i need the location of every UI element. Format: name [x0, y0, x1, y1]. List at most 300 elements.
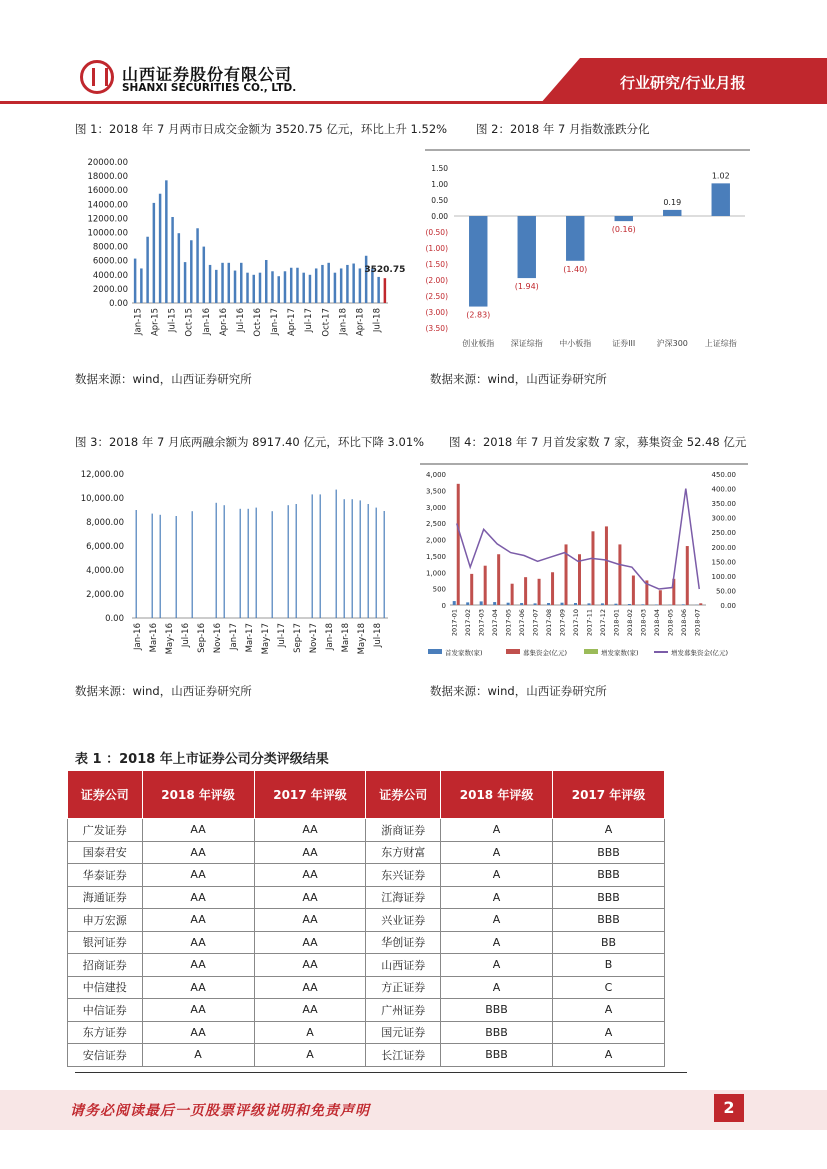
company-cell: 中信证券 — [68, 999, 143, 1022]
bar-funds — [457, 484, 460, 605]
y-tick-label: 0.00 — [109, 299, 128, 309]
bar — [346, 265, 348, 303]
x-tick-label: Oct-17 — [321, 308, 332, 337]
bar-ipo-count — [534, 603, 537, 605]
y-right-tick-label: 350.00 — [711, 500, 736, 509]
figure2-caption: 图 2：2018 年 7 月指数涨跌分化 — [476, 122, 650, 136]
bar — [184, 262, 186, 303]
company-cell: 海通证券 — [68, 886, 143, 909]
rating-cell: A — [441, 954, 553, 977]
bar-funds — [497, 554, 500, 605]
bar — [209, 265, 211, 303]
rating-table — [67, 770, 665, 1067]
rating-cell: A — [254, 1044, 366, 1067]
table-row — [68, 864, 665, 887]
rating-cell: A — [553, 1021, 665, 1044]
rating-cell: AA — [254, 841, 366, 864]
bar — [253, 275, 255, 303]
rating-cell: A — [441, 909, 553, 932]
bar — [384, 511, 385, 618]
category-label: 深证综指 — [510, 339, 543, 348]
legend-label: 募集资金(亿元) — [523, 649, 568, 657]
rating-cell: AA — [142, 976, 254, 999]
y-tick-label: 12000.00 — [87, 214, 128, 225]
x-tick-label: Apr-18 — [355, 308, 366, 337]
company-cell: 申万宏源 — [68, 909, 143, 932]
x-tick-label: 2017-05 — [504, 609, 513, 637]
x-tick-label: Jan-17 — [270, 308, 281, 335]
header-cell: 2018 年评级 — [441, 771, 553, 819]
table-row — [68, 1021, 665, 1044]
bar-funds — [686, 546, 689, 605]
data-label: 0.19 — [663, 197, 682, 207]
company-cell: 国泰君安 — [68, 841, 143, 864]
x-tick-label: Jan-15 — [133, 308, 144, 335]
rating-cell: AA — [254, 909, 366, 932]
company-cell: 浙商证券 — [366, 819, 441, 842]
company-cell: 招商证券 — [68, 954, 143, 977]
y-tick-label: 2000.00 — [92, 284, 128, 295]
x-tick-label: 2017-11 — [585, 609, 594, 637]
bar — [384, 278, 386, 303]
table-row — [68, 954, 665, 977]
bar — [334, 273, 336, 303]
chart-daily-turnover — [70, 148, 410, 363]
y-right-tick-label: 0.00 — [720, 602, 736, 610]
rating-cell: AA — [254, 819, 366, 842]
bar — [288, 505, 289, 618]
x-tick-label: Jul-16 — [235, 308, 246, 333]
legend-label: 增发家数(家) — [601, 649, 639, 657]
bar-ipo-count — [493, 602, 496, 605]
bar — [136, 510, 137, 618]
company-cell: 山西证券 — [366, 954, 441, 977]
category-label: 沪深300 — [656, 339, 688, 348]
x-tick-label: 2017-09 — [558, 609, 567, 637]
y-tick-label: 4000.00 — [92, 270, 128, 281]
table-row — [68, 1044, 665, 1067]
company-cell: 中信建投 — [68, 976, 143, 999]
x-tick-label: 2018-05 — [666, 609, 675, 637]
company-name-cn: 山西证券股份有限公司 — [122, 65, 293, 84]
figure3-source: 数据来源：wind，山西证券研究所 — [75, 684, 252, 698]
x-tick-label: Sep-17 — [293, 623, 303, 653]
x-tick-label: Nov-17 — [309, 623, 319, 654]
y-right-tick-label: 50.00 — [715, 587, 736, 596]
y-left-tick-label: 4,000 — [425, 471, 446, 479]
bar — [221, 263, 223, 303]
rating-cell: AA — [254, 886, 366, 909]
x-tick-label: 2017-03 — [477, 609, 486, 637]
x-tick-label: Mar-17 — [245, 623, 255, 653]
y-tick-label: 0.50 — [431, 196, 448, 205]
x-tick-label: 2018-06 — [679, 609, 688, 637]
figure3-caption: 图 3：2018 年 7 月底两融余额为 8917.40 亿元，环比下降 3.01% — [75, 435, 425, 449]
y-tick-label: 0.00 — [431, 212, 448, 221]
bar — [340, 268, 342, 303]
bar — [216, 503, 217, 618]
x-tick-label: Jul-17 — [304, 308, 315, 333]
figure2-source: 数据来源：wind，山西证券研究所 — [430, 372, 607, 386]
company-logo — [80, 60, 114, 94]
bar — [377, 277, 379, 303]
bar — [290, 268, 292, 303]
bar — [615, 216, 633, 221]
y-tick-label: 8000.00 — [92, 242, 128, 253]
bar-funds — [659, 590, 662, 605]
rating-cell: AA — [254, 954, 366, 977]
x-tick-label: Mar-18 — [341, 623, 351, 653]
y-left-tick-label: 1,000 — [425, 569, 446, 578]
bar — [271, 271, 273, 303]
y-tick-label: 12,000.00 — [80, 470, 124, 480]
bar — [240, 263, 242, 303]
bar — [327, 263, 329, 303]
header-cell: 2017 年评级 — [254, 771, 366, 819]
bar — [192, 511, 193, 618]
company-cell: 安信证券 — [68, 1044, 143, 1067]
header-rule — [0, 101, 827, 104]
x-tick-label: Oct-16 — [253, 308, 263, 337]
legend-swatch — [506, 649, 520, 654]
bar — [302, 273, 304, 303]
bar — [240, 509, 241, 618]
bar — [352, 499, 353, 618]
company-cell: 长江证券 — [366, 1044, 441, 1067]
rating-cell: AA — [254, 864, 366, 887]
header-cell: 2017 年评级 — [553, 771, 665, 819]
table-header-row — [68, 771, 665, 819]
rating-cell: AA — [142, 931, 254, 954]
bar — [171, 217, 173, 303]
table-row — [68, 841, 665, 864]
y-left-tick-label: 3,000 — [425, 503, 446, 512]
y-tick-label: 10000.00 — [87, 228, 128, 239]
legend-swatch — [428, 649, 442, 654]
company-cell: 华创证券 — [366, 931, 441, 954]
bar — [321, 265, 323, 303]
y-right-tick-label: 300.00 — [711, 514, 736, 523]
chart-margin-balance — [70, 460, 410, 660]
bar-ipo-count — [682, 604, 685, 605]
x-tick-label: 2018-03 — [639, 609, 648, 637]
y-right-tick-label: 100.00 — [711, 572, 736, 581]
rating-cell: A — [441, 864, 553, 887]
chart-ipo-count-funds — [418, 462, 753, 662]
bar — [234, 271, 236, 303]
bar — [203, 247, 205, 303]
y-right-tick-label: 150.00 — [711, 558, 736, 567]
x-tick-label: 2017-10 — [572, 609, 580, 637]
bar — [284, 271, 286, 303]
category-label: 中小板指 — [559, 339, 592, 348]
y-tick-label: 16000.00 — [87, 186, 128, 197]
y-right-tick-label: 250.00 — [711, 529, 736, 538]
bar — [215, 270, 217, 303]
rating-cell: A — [441, 931, 553, 954]
x-tick-label: Apr-16 — [218, 308, 229, 337]
table-row — [68, 976, 665, 999]
x-tick-label: Jul-17 — [277, 623, 287, 648]
bar — [153, 203, 155, 303]
x-tick-label: 2018-04 — [652, 609, 661, 637]
bar — [368, 504, 369, 618]
category-label: 创业板指 — [462, 339, 495, 348]
bar — [309, 275, 311, 303]
rating-cell: AA — [142, 886, 254, 909]
rating-cell: B — [553, 954, 665, 977]
bar — [265, 260, 267, 303]
rating-cell: AA — [142, 841, 254, 864]
company-cell: 华泰证券 — [68, 864, 143, 887]
y-tick-label: (3.50) — [425, 324, 448, 333]
y-tick-label: 2,000.00 — [86, 590, 124, 600]
rating-cell: AA — [254, 931, 366, 954]
y-left-tick-label: 2,500 — [425, 520, 446, 529]
legend-label: 增发募集资金(亿元) — [671, 649, 729, 657]
bar — [663, 210, 681, 216]
rating-cell: C — [553, 976, 665, 999]
bar — [277, 276, 279, 303]
bar-funds — [538, 579, 541, 605]
bottom-rule — [75, 1072, 687, 1073]
y-tick-label: (1.00) — [425, 244, 448, 253]
y-right-tick-label: 400.00 — [711, 485, 736, 494]
x-tick-label: Jan-18 — [338, 308, 349, 335]
bar — [178, 233, 180, 303]
bar — [296, 268, 298, 303]
y-tick-label: (2.50) — [425, 292, 448, 301]
bar — [165, 180, 167, 303]
rating-cell: AA — [142, 909, 254, 932]
x-tick-label: Sep-16 — [197, 623, 207, 653]
y-tick-label: (1.50) — [425, 260, 448, 269]
bar-funds — [470, 574, 473, 605]
x-tick-label: 2017-01 — [450, 609, 459, 637]
rating-cell: A — [254, 1021, 366, 1044]
bar — [352, 264, 354, 303]
company-name-en: SHANXI SECURITIES CO., LTD. — [122, 82, 297, 94]
x-tick-label: Jul-18 — [373, 623, 383, 648]
bar — [315, 268, 317, 303]
rating-cell: A — [553, 819, 665, 842]
bar-funds — [551, 572, 554, 605]
rating-cell: BB — [553, 931, 665, 954]
rating-cell: BBB — [553, 841, 665, 864]
y-tick-label: 10,000.00 — [80, 494, 124, 504]
bar — [224, 505, 225, 618]
bar-ipo-count — [574, 603, 577, 605]
data-label: (1.94) — [514, 282, 539, 292]
rating-cell: AA — [254, 999, 366, 1022]
x-tick-label: 2017-06 — [518, 609, 527, 637]
x-tick-label: May-16 — [165, 623, 175, 655]
bar — [712, 183, 730, 216]
data-label: 1.02 — [711, 171, 730, 181]
bar-ipo-count — [453, 601, 456, 605]
rating-cell: A — [441, 819, 553, 842]
bar — [259, 273, 261, 303]
y-tick-label: 14000.00 — [87, 200, 128, 211]
x-tick-label: 2017-02 — [464, 609, 473, 637]
x-tick-label: 2017-04 — [491, 609, 500, 637]
rating-cell: BBB — [553, 886, 665, 909]
bar-ipo-count — [641, 604, 644, 605]
page-number: 2 — [714, 1094, 744, 1122]
x-tick-label: May-17 — [261, 623, 271, 655]
bar-ipo-count — [547, 603, 550, 605]
y-tick-label: 1.50 — [431, 164, 448, 173]
category-label: 上证综指 — [704, 339, 737, 348]
bar — [134, 259, 136, 303]
x-tick-label: Jul-16 — [181, 623, 191, 648]
bar — [248, 509, 249, 618]
rating-cell: A — [553, 1044, 665, 1067]
company-cell: 东方证券 — [68, 1021, 143, 1044]
footer-disclaimer: 请务必阅读最后一页股票评级说明和免责声明 — [70, 1103, 370, 1119]
bar-funds — [591, 531, 594, 605]
y-tick-label: 6,000.00 — [86, 542, 124, 552]
table-row — [68, 909, 665, 932]
company-cell: 广州证券 — [366, 999, 441, 1022]
rating-cell: A — [441, 976, 553, 999]
bar — [336, 490, 337, 618]
x-tick-label: 2018-01 — [612, 609, 621, 637]
rating-cell: AA — [142, 999, 254, 1022]
bar — [272, 511, 273, 618]
rating-cell: BBB — [441, 999, 553, 1022]
rating-cell: AA — [142, 954, 254, 977]
chart-index-change — [420, 148, 755, 358]
bar — [190, 240, 192, 303]
bar — [376, 508, 377, 618]
y-tick-label: 0.00 — [105, 614, 124, 624]
table-title: 表 1 ：2018 年上市证券公司分类评级结果 — [75, 752, 329, 767]
y-tick-label: 20000.00 — [87, 158, 128, 168]
bar-funds — [484, 566, 487, 605]
x-tick-label: Jul-15 — [167, 308, 178, 333]
x-tick-label: 2018-07 — [693, 609, 702, 637]
x-tick-label: 2017-08 — [545, 609, 554, 637]
y-tick-label: 18000.00 — [87, 172, 128, 183]
bar — [146, 237, 148, 303]
bar — [152, 514, 153, 618]
table-row — [68, 819, 665, 842]
y-tick-label: 8,000.00 — [86, 518, 124, 528]
company-cell: 兴业证券 — [366, 909, 441, 932]
bar — [344, 499, 345, 618]
legend-swatch — [584, 649, 598, 654]
y-tick-label: (3.00) — [425, 308, 448, 317]
bar — [176, 516, 177, 618]
rating-cell: AA — [142, 1021, 254, 1044]
bar-funds — [524, 577, 527, 605]
y-right-tick-label: 450.00 — [711, 471, 736, 479]
company-cell: 广发证券 — [68, 819, 143, 842]
data-label: (1.40) — [563, 264, 588, 274]
table-row — [68, 999, 665, 1022]
x-tick-label: Mar-16 — [149, 623, 159, 653]
legend-label: 首发家数(家) — [445, 649, 483, 657]
x-tick-label: Jan-17 — [229, 623, 239, 650]
x-tick-label: Jan-16 — [201, 308, 212, 335]
data-label: (0.16) — [611, 225, 636, 235]
x-tick-label: May-18 — [357, 623, 367, 655]
x-tick-label: 2017-07 — [531, 609, 540, 637]
x-tick-label: Jan-18 — [325, 623, 335, 650]
table-row — [68, 931, 665, 954]
category-label: 证券III — [612, 339, 636, 348]
rating-cell: BBB — [553, 864, 665, 887]
bar-funds — [605, 526, 608, 605]
report-category: 行业研究/行业月报 — [620, 74, 746, 92]
bar-ipo-count — [614, 604, 617, 605]
company-cell: 国元证券 — [366, 1021, 441, 1044]
figure4-caption: 图 4：2018 年 7 月首发家数 7 家，募集资金 52.48 亿元 — [449, 435, 747, 449]
y-right-tick-label: 200.00 — [711, 543, 736, 552]
y-tick-label: 6000.00 — [92, 256, 128, 267]
y-left-tick-label: 2,000 — [425, 536, 446, 545]
y-tick-label: (0.50) — [425, 228, 448, 237]
bar — [296, 504, 297, 618]
figure1-source: 数据来源：wind，山西证券研究所 — [75, 372, 252, 386]
bar-ipo-count — [587, 603, 590, 605]
rating-cell: BBB — [553, 909, 665, 932]
x-tick-label: Apr-17 — [287, 308, 298, 337]
bar-ipo-count — [466, 602, 469, 605]
bar-ipo-count — [520, 603, 523, 605]
bar-ipo-count — [628, 604, 631, 605]
y-tick-label: 1.00 — [431, 180, 448, 189]
figure4-source: 数据来源：wind，山西证券研究所 — [430, 684, 607, 698]
x-tick-label: Jul-18 — [372, 308, 383, 333]
x-tick-label: 2017-12 — [598, 609, 607, 637]
company-cell: 方正证券 — [366, 976, 441, 999]
bar-funds — [511, 584, 514, 605]
rating-cell: A — [441, 886, 553, 909]
bar — [566, 216, 584, 261]
bar — [160, 515, 161, 618]
y-left-tick-label: 3,500 — [425, 487, 446, 496]
bar — [228, 263, 230, 303]
y-tick-label: 4,000.00 — [86, 566, 124, 576]
bar — [140, 268, 142, 303]
rating-cell: BBB — [441, 1021, 553, 1044]
rating-cell: A — [142, 1044, 254, 1067]
bar — [312, 494, 313, 618]
y-left-tick-label: 0 — [441, 602, 446, 610]
company-cell: 江海证券 — [366, 886, 441, 909]
rating-cell: A — [553, 999, 665, 1022]
company-cell: 东兴证券 — [366, 864, 441, 887]
bar-funds — [632, 576, 635, 605]
bar — [469, 216, 487, 307]
x-tick-label: 2018-02 — [625, 609, 634, 637]
y-left-tick-label: 1,500 — [425, 552, 446, 561]
rating-cell: AA — [142, 819, 254, 842]
rating-cell: AA — [142, 864, 254, 887]
bar — [320, 494, 321, 618]
bar — [159, 194, 161, 303]
bar — [360, 500, 361, 618]
rating-cell: AA — [254, 976, 366, 999]
company-cell: 银河证券 — [68, 931, 143, 954]
data-label: (2.83) — [466, 310, 491, 320]
bar — [518, 216, 536, 278]
header-cell: 证券公司 — [68, 771, 143, 819]
rating-cell: BBB — [441, 1044, 553, 1067]
bar — [246, 273, 248, 303]
